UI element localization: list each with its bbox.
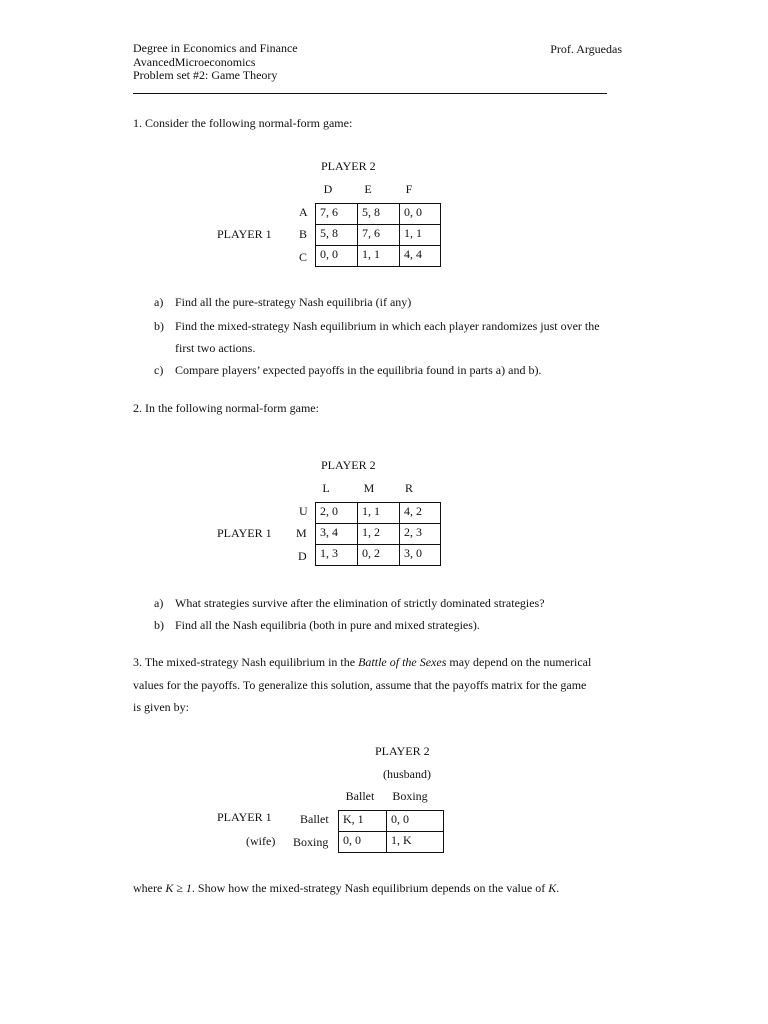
payoff-cell: 7, 6 (358, 225, 400, 246)
q3-player1-label: PLAYER 1 (217, 810, 272, 824)
q2-player1-label: PLAYER 1 (217, 526, 272, 540)
q2-row-label: D (298, 549, 307, 563)
item-label: a) (154, 295, 164, 309)
q2-item-a (154, 592, 545, 614)
q3-row-label: Boxing (293, 835, 329, 849)
q3-player2-label: PLAYER 2 (375, 744, 430, 758)
payoff-cell: 4, 4 (400, 246, 441, 267)
payoff-cell: 1, 2 (358, 524, 400, 545)
payoff-cell: 0, 0 (316, 246, 358, 267)
item-text: What strategies survive after the elimination of strictly dominated strategies? (175, 596, 545, 610)
payoff-cell: 1, 1 (358, 246, 400, 267)
payoff-cell: 5, 8 (358, 204, 400, 225)
item-text: Find all the Nash equilibria (both in pure and mixed strategies). (175, 618, 480, 632)
payoff-cell: K, 1 (339, 811, 387, 832)
q2-col-label: L (322, 481, 330, 495)
q2-col-label: R (404, 481, 413, 495)
q3-intro-text: may depend on the numerical (446, 655, 592, 669)
q3-intro-line2: values for the payoffs. To generalize this solution, assume that the payoffs matrix for the game (133, 678, 587, 692)
payoff-cell: 5, 8 (316, 225, 358, 246)
table-row (316, 204, 441, 225)
q1-col-label: D (323, 182, 333, 196)
q3-col-label: Ballet (345, 789, 375, 803)
q1-item-b (154, 315, 600, 359)
payoff-cell: 0, 0 (400, 204, 441, 225)
payoff-cell: 3, 0 (400, 545, 441, 566)
q2-intro: 2. In the following normal-form game: (133, 401, 319, 415)
q2-item-b (154, 614, 480, 636)
q3-closing (133, 877, 559, 899)
q1-player1-label: PLAYER 1 (217, 227, 272, 241)
table-row (316, 503, 441, 524)
q3-payoff-matrix (338, 810, 444, 853)
q1-item-c (154, 359, 541, 381)
q1-row-label: B (299, 227, 308, 241)
header-problem-set: Problem set #2: Game Theory (133, 68, 278, 82)
table-row (316, 246, 441, 267)
q3-math-variable: K (548, 881, 557, 895)
q3-row-label: Ballet (300, 812, 329, 826)
q3-col-label: Boxing (392, 789, 428, 803)
item-text-continued: first two actions. (175, 341, 256, 355)
header-professor: Prof. Arguedas (550, 42, 622, 56)
q3-closing-text: . (556, 881, 560, 895)
payoff-cell: 2, 3 (400, 524, 441, 545)
item-label: a) (154, 596, 164, 610)
q3-closing-text: where (133, 881, 166, 895)
q1-row-label: C (299, 250, 308, 264)
payoff-cell: 1, 3 (316, 545, 358, 566)
item-label: b) (154, 618, 164, 632)
q2-player2-label: PLAYER 2 (321, 458, 376, 472)
q3-player1-role: (wife) (246, 834, 276, 848)
q3-intro-text: 3. The mixed-strategy Nash equilibrium in the (133, 655, 359, 669)
q2-col-label: M (363, 481, 375, 495)
item-text: Compare players’ expected payoffs in the equilibria found in parts a) and b). (175, 363, 542, 377)
q2-row-label: M (296, 526, 307, 540)
header-course: AvancedMicroeconomics (133, 54, 256, 69)
table-row (316, 524, 441, 545)
q1-row-label: A (299, 205, 308, 219)
payoff-cell: 3, 4 (316, 524, 358, 545)
q2-payoff-matrix (315, 502, 441, 566)
payoff-cell: 7, 6 (316, 204, 358, 225)
payoff-cell: 0, 0 (339, 832, 387, 853)
payoff-cell: 1, 1 (400, 225, 441, 246)
q3-intro (133, 651, 591, 673)
payoff-cell: 4, 2 (400, 503, 441, 524)
item-text: Find the mixed-strategy Nash equilibrium in which each player randomizes just over the (175, 319, 600, 333)
q3-closing-text: . Show how the mixed-strategy Nash equilibrium depends on the value of (191, 881, 549, 895)
q1-player2-label: PLAYER 2 (321, 159, 376, 173)
payoff-cell: 1, 1 (358, 503, 400, 524)
payoff-cell: 0, 0 (387, 811, 444, 832)
item-label: b) (154, 319, 164, 333)
q2-row-label: U (299, 504, 308, 518)
payoff-cell: 0, 2 (358, 545, 400, 566)
q3-player2-role: (husband) (383, 767, 431, 781)
table-row (339, 811, 444, 832)
q1-col-label: E (364, 182, 372, 196)
q1-intro: 1. Consider the following normal-form game: (133, 116, 353, 130)
q1-col-label: F (405, 182, 413, 196)
q1-item-a (154, 291, 411, 313)
table-row (339, 832, 444, 853)
q3-math-condition: K ≥ 1 (165, 881, 192, 895)
q3-intro-line3: is given by: (133, 700, 189, 714)
item-text: Find all the pure-strategy Nash equilibria (if any) (175, 295, 412, 309)
table-row (316, 545, 441, 566)
item-label: c) (154, 363, 164, 377)
header-rule (133, 93, 607, 94)
table-row (316, 225, 441, 246)
header-program: Degree in Economics and Finance (133, 41, 298, 55)
payoff-cell: 2, 0 (316, 503, 358, 524)
q3-game-name: Battle of the Sexes (358, 655, 447, 669)
q1-payoff-matrix (315, 203, 441, 267)
payoff-cell: 1, K (387, 832, 444, 853)
